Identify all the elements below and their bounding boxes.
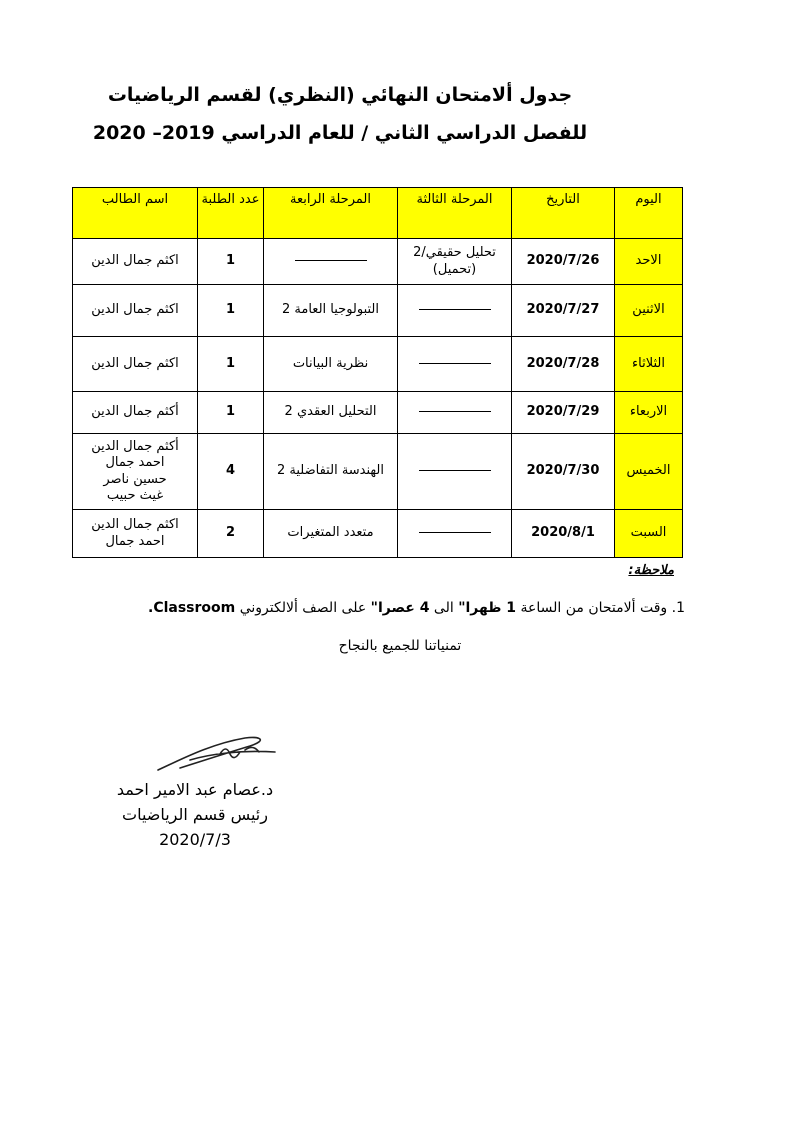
cell-day: الخميس (615, 434, 683, 510)
note-start-time: 1 ظهرا" (458, 600, 517, 616)
cell-count: 1 (198, 239, 264, 285)
cell-names: اكثم جمال الدين (73, 239, 198, 285)
empty-dash (419, 363, 491, 364)
cell-date: 2020/8/1 (512, 510, 615, 558)
cell-day: الاحد (615, 239, 683, 285)
header-date: التاريخ (512, 188, 615, 239)
table-row (73, 510, 683, 558)
note-text-3: على الصف ألالكتروني (239, 600, 367, 616)
signature-image (150, 730, 290, 780)
signature-block (100, 778, 290, 852)
cell-names: اكثم جمال الدين (73, 285, 198, 337)
empty-dash (419, 470, 491, 471)
table-row (73, 392, 683, 434)
cell-date: 2020/7/29 (512, 392, 615, 434)
wish-text: تمنياتنا للجميع بالنجاح (338, 638, 462, 654)
cell-names: اكثم جمال الدين (73, 337, 198, 392)
table-row (73, 337, 683, 392)
empty-dash (419, 411, 491, 412)
cell-stage4: نظرية البيانات (264, 337, 398, 392)
cell-stage3 (398, 285, 512, 337)
cell-stage3 (398, 510, 512, 558)
note-end-time: 4 عصرا" (370, 600, 430, 616)
table-row (73, 285, 683, 337)
exam-schedule-table (72, 187, 683, 558)
header-day: اليوم (615, 188, 683, 239)
cell-day: الثلاثاء (615, 337, 683, 392)
cell-count: 1 (198, 285, 264, 337)
cell-day: الاربعاء (615, 392, 683, 434)
cell-date: 2020/7/26 (512, 239, 615, 285)
cell-stage4: متعدد المتغيرات (264, 510, 398, 558)
cell-stage3 (398, 392, 512, 434)
empty-dash (419, 532, 491, 533)
cell-count: 4 (198, 434, 264, 510)
cell-stage4: التبولوجيا العامة 2 (264, 285, 398, 337)
header-stage3: المرحلة الثالثة (398, 188, 512, 239)
cell-stage3: تحليل حقيقي/2 (تحميل) (398, 239, 512, 285)
signatory-name: د.عصام عبد الامير احمد (116, 780, 274, 799)
cell-names: اكثم جمال الدين احمد جمال (73, 510, 198, 558)
signatory-position: رئيس قسم الرياضيات (122, 804, 268, 824)
cell-count: 1 (198, 392, 264, 434)
empty-dash (295, 260, 367, 261)
signature-date: 2020/7/3 (159, 829, 231, 849)
header-names: اسم الطالب (73, 188, 198, 239)
note-number: 1. (671, 600, 685, 616)
cell-count: 2 (198, 510, 264, 558)
table-row (73, 434, 683, 510)
note-label: ملاحظة: (628, 563, 674, 578)
note-text-2: الى (433, 600, 454, 616)
cell-date: 2020/7/28 (512, 337, 615, 392)
cell-stage4 (264, 239, 398, 285)
cell-names: أكثم جمال الدين احمد جمال حسين ناصر غيث حبيب (73, 434, 198, 510)
cell-date: 2020/7/30 (512, 434, 615, 510)
table-header-row (73, 188, 683, 239)
header-stage4: المرحلة الرابعة (264, 188, 398, 239)
page-subtitle: للفصل الدراسي الثاني / للعام الدراسي 2019– 2020 (92, 122, 588, 144)
cell-day: السبت (615, 510, 683, 558)
header-count: عدد الطلبة (198, 188, 264, 239)
cell-count: 1 (198, 337, 264, 392)
cell-date: 2020/7/27 (512, 285, 615, 337)
cell-stage4: الهندسة التفاضلية 2 (264, 434, 398, 510)
cell-stage3 (398, 434, 512, 510)
cell-day: الاثنين (615, 285, 683, 337)
cell-names: أكثم جمال الدين (73, 392, 198, 434)
page-title: جدول ألامتحان النهائي (النظري) لقسم الرياضيات (107, 84, 573, 106)
cell-stage4: التحليل العقدي 2 (264, 392, 398, 434)
cell-stage3 (398, 337, 512, 392)
note-line (110, 600, 685, 616)
table-row (73, 239, 683, 285)
empty-dash (419, 309, 491, 310)
note-text-1: وقت ألامتحان من الساعة (520, 600, 668, 616)
note-platform: Classroom. (148, 600, 236, 616)
